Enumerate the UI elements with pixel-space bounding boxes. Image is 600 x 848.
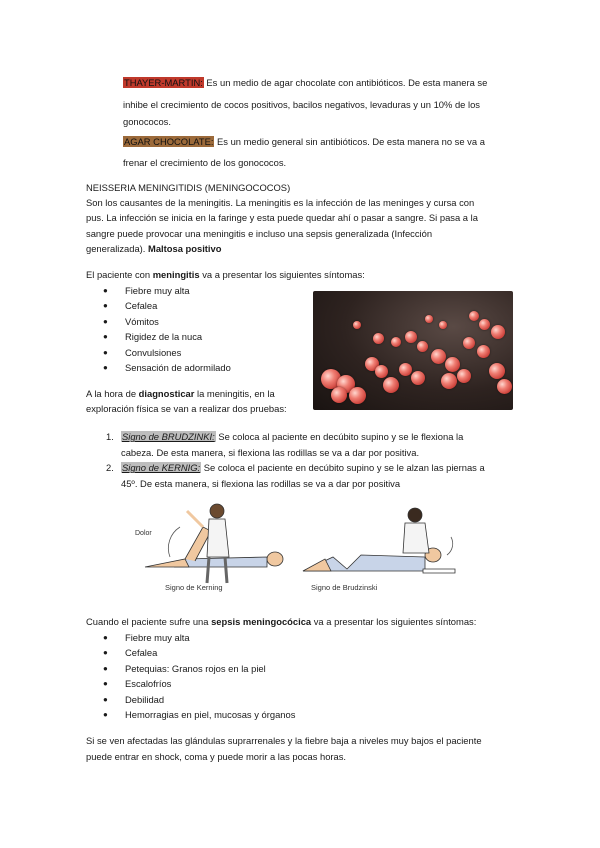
paragraph-line: Son los causantes de la meningitis. La meningitis es la infección de las meninges y cursa con <box>86 197 475 208</box>
paragraph-line: sangre puede provocar una meningitis e incluso una sepsis generalizada (Infección <box>86 228 433 239</box>
signs-drawing <box>125 497 468 597</box>
section-heading: NEISSERIA MENINGITIDIS (MENINGOCOCOS) <box>86 182 291 193</box>
diagnosis-tests-list <box>106 429 506 491</box>
list-item: ● Sensación de adormilado <box>103 360 231 375</box>
paragraph-line: pus. La infección se inicia en la faringe y esta puede quedar ahí o pasar a sangre. Si pasa a la <box>86 212 478 223</box>
thayer-martin-line-1: THAYER-MARTIN: Es un medio de agar chocolate con antibióticos. De esta manera se <box>124 77 488 88</box>
agar-chocolate-label: AGAR CHOCOLATE: <box>124 136 214 147</box>
list-item: ● Convulsiones <box>103 345 231 360</box>
sepsis-symptoms-list <box>103 630 295 722</box>
list-item: ● Escalofríos <box>103 676 295 691</box>
meningococci-photo <box>313 291 513 410</box>
list-item: ● Petequias: Granos rojos en la piel <box>103 661 295 676</box>
thayer-martin-line-2: inhibe el crecimiento de cocos positivos, bacilos negativos, levaduras y un 10% de los <box>123 99 480 110</box>
list-item: ● Fiebre muy alta <box>103 283 231 298</box>
sepsis-intro: Cuando el paciente sufre una sepsis meningocócica va a presentar los siguientes síntomas: <box>86 616 477 627</box>
paragraph-line: generalizada). Maltosa positivo <box>86 243 222 254</box>
list-item: 1. Signo de BRUDZINKI: Se coloca al paciente en decúbito supino y se le flexiona la cabeza. De esta manera, si flexiona las rodillas se va a dar por positiva. <box>106 431 464 458</box>
dolor-label: Dolor <box>135 530 152 537</box>
brudzinski-sign-label: Signo de BRUDZINKI: <box>122 431 215 442</box>
kerning-caption: Signo de Kerning <box>165 583 223 592</box>
list-item: ● Vómitos <box>103 314 231 329</box>
agar-chocolate-line-2: frenar el crecimiento de los gonococos. <box>123 157 287 168</box>
meningitis-symptoms-list <box>103 283 231 375</box>
diagnosis-intro-2: exploración física se van a realizar dos pruebas: <box>86 403 287 414</box>
list-item: ● Fiebre muy alta <box>103 630 295 645</box>
brudzinski-caption: Signo de Brudzinski <box>311 583 378 592</box>
list-item: ● Rigidez de la nuca <box>103 329 231 344</box>
agar-chocolate-line-1: AGAR CHOCOLATE: Es un medio general sin antibióticos. De esta manera no se va a <box>124 136 485 147</box>
kernig-sign-label: Signo de KERNIG: <box>122 462 201 473</box>
thayer-martin-line-3: gonococos. <box>123 116 171 127</box>
diagnosis-intro-1: A la hora de diagnosticar la meningitis, en la <box>86 388 275 399</box>
closing-line-1: Si se ven afectadas las glándulas suprarrenales y la fiebre baja a niveles muy bajos el paciente <box>86 735 482 746</box>
thayer-martin-label: THAYER-MARTIN: <box>124 77 203 88</box>
list-item: ● Cefalea <box>103 298 231 313</box>
list-item: ● Cefalea <box>103 645 295 660</box>
list-item: ● Hemorragias en piel, mucosas y órganos <box>103 707 295 722</box>
list-item: 2. Signo de KERNIG: Se coloca el paciente en decúbito supino y se le alzan las piernas a 45º. De esta manera, si flexiona las rodillas se va a dar por positiva <box>106 462 485 489</box>
closing-line-2: puede entrar en shock, coma y puede morir a las pocas horas. <box>86 751 347 762</box>
signs-illustration <box>125 497 468 597</box>
symptoms-intro: El paciente con meningitis va a presentar los siguientes síntomas: <box>86 269 365 280</box>
list-item: ● Debilidad <box>103 692 295 707</box>
maltosa-bold: Maltosa positivo <box>148 243 222 254</box>
